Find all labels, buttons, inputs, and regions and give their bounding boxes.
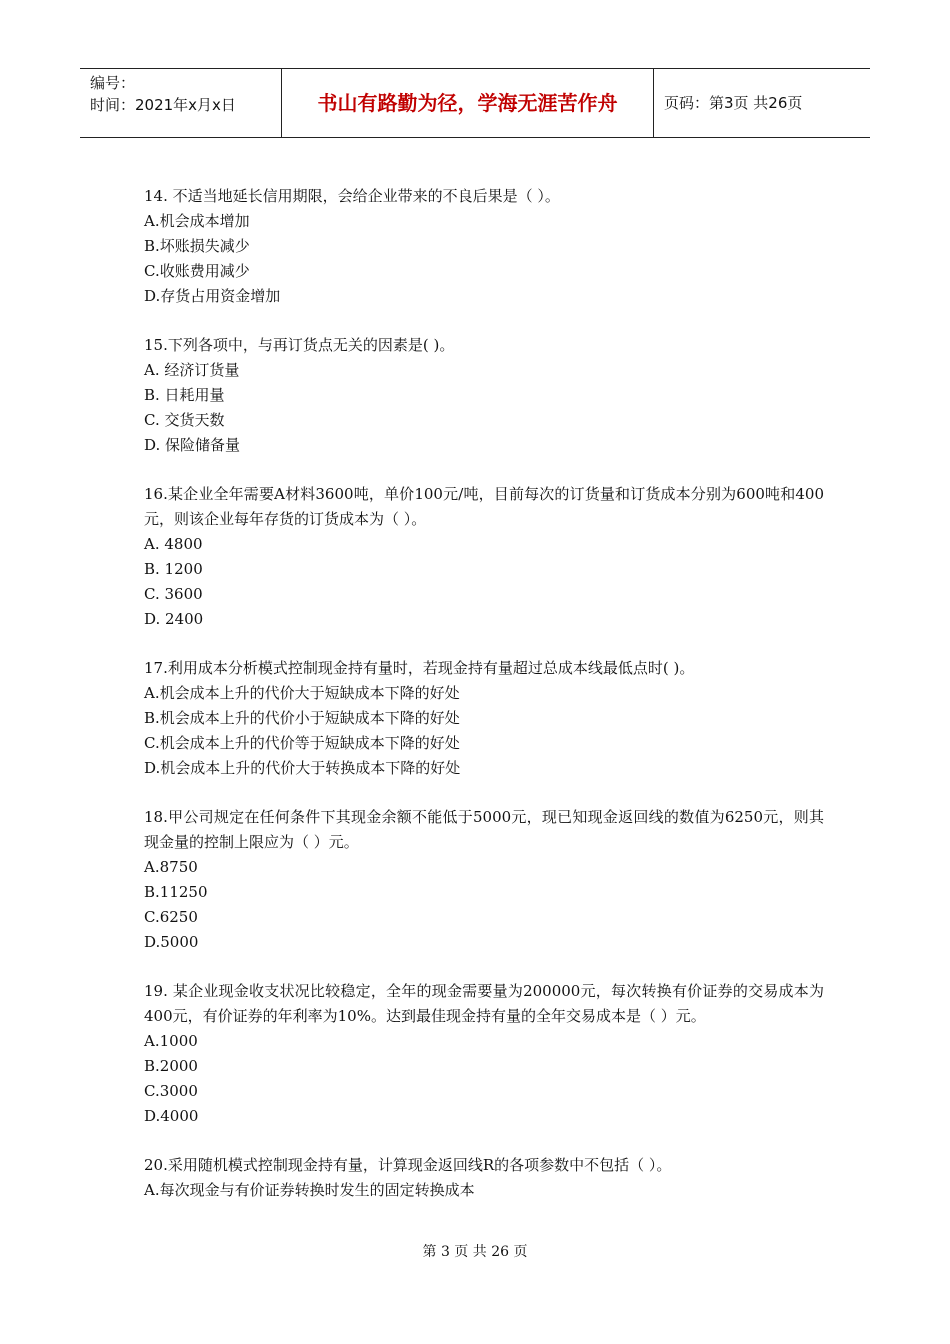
header-page-info: 页码：第3页 共26页	[664, 94, 803, 112]
question-stem: 19. 某企业现金收支状况比较稳定，全年的现金需要量为200000元，每次转换有价证券的交易成本为400元，有价证券的年利率为10%。达到最佳现金持有量的全年交易成本是（ ）元。	[144, 982, 824, 1025]
question-option: B.机会成本上升的代价小于短缺成本下降的好处	[144, 709, 460, 727]
page-header	[80, 68, 870, 138]
question-option: B. 1200	[144, 560, 203, 578]
question-block	[144, 979, 824, 1129]
question-option: A.机会成本增加	[144, 212, 250, 230]
question-option: C.收账费用减少	[144, 262, 250, 280]
question-option: D.存货占用资金增加	[144, 287, 281, 305]
question-option: A.8750	[144, 858, 198, 876]
question-option: D. 保险储备量	[144, 436, 241, 454]
page-footer: 第 3 页 共 26 页	[422, 1244, 528, 1260]
question-stem: 15.下列各项中，与再订货点无关的因素是( )。	[144, 336, 455, 354]
question-stem: 20.采用随机模式控制现金持有量，计算现金返回线R的各项参数中不包括（ ）。	[144, 1156, 672, 1174]
question-option: A. 4800	[144, 535, 203, 553]
question-option: A.每次现金与有价证券转换时发生的固定转换成本	[144, 1181, 475, 1199]
question-option: C.6250	[144, 908, 198, 926]
question-block	[144, 656, 824, 781]
question-option: C.机会成本上升的代价等于短缺成本下降的好处	[144, 734, 460, 752]
header-meta	[80, 69, 282, 137]
question-option: C. 交货天数	[144, 411, 225, 429]
question-block	[144, 184, 824, 309]
question-option: A. 经济订货量	[144, 361, 240, 379]
question-stem: 18.甲公司规定在任何条件下其现金余额不能低于5000元，现已知现金返回线的数值为6250元，则其现金量的控制上限应为（ ）元。	[144, 808, 824, 851]
time-label: 时间：2021年x月x日	[90, 96, 236, 114]
question-option: D.5000	[144, 933, 199, 951]
question-block	[144, 1153, 824, 1203]
question-option: D. 2400	[144, 610, 204, 628]
question-option: C.3000	[144, 1082, 198, 1100]
question-list	[144, 184, 824, 1227]
question-option: A.1000	[144, 1032, 198, 1050]
question-block	[144, 482, 824, 632]
question-option: D.机会成本上升的代价大于转换成本下降的好处	[144, 759, 461, 777]
question-option: B.2000	[144, 1057, 198, 1075]
question-option: A.机会成本上升的代价大于短缺成本下降的好处	[144, 684, 460, 702]
question-option: C. 3600	[144, 585, 203, 603]
question-option: B.坏账损失减少	[144, 237, 250, 255]
question-stem: 14. 不适当地延长信用期限，会给企业带来的不良后果是（ ）。	[144, 187, 560, 205]
question-option: B. 日耗用量	[144, 386, 225, 404]
question-block	[144, 333, 824, 458]
question-stem: 17.利用成本分析模式控制现金持有量时，若现金持有量超过总成本线最低点时( )。	[144, 659, 695, 677]
question-option: D.4000	[144, 1107, 199, 1125]
question-option: B.11250	[144, 883, 208, 901]
number-label: 编号：	[90, 74, 136, 92]
header-motto: 书山有路勤为径，学海无涯苦作舟	[282, 69, 654, 137]
question-stem: 16.某企业全年需要A材料3600吨，单价100元/吨，目前每次的订货量和订货成本分别为600吨和400元，则该企业每年存货的订货成本为（ ）。	[144, 485, 824, 528]
question-block	[144, 805, 824, 955]
